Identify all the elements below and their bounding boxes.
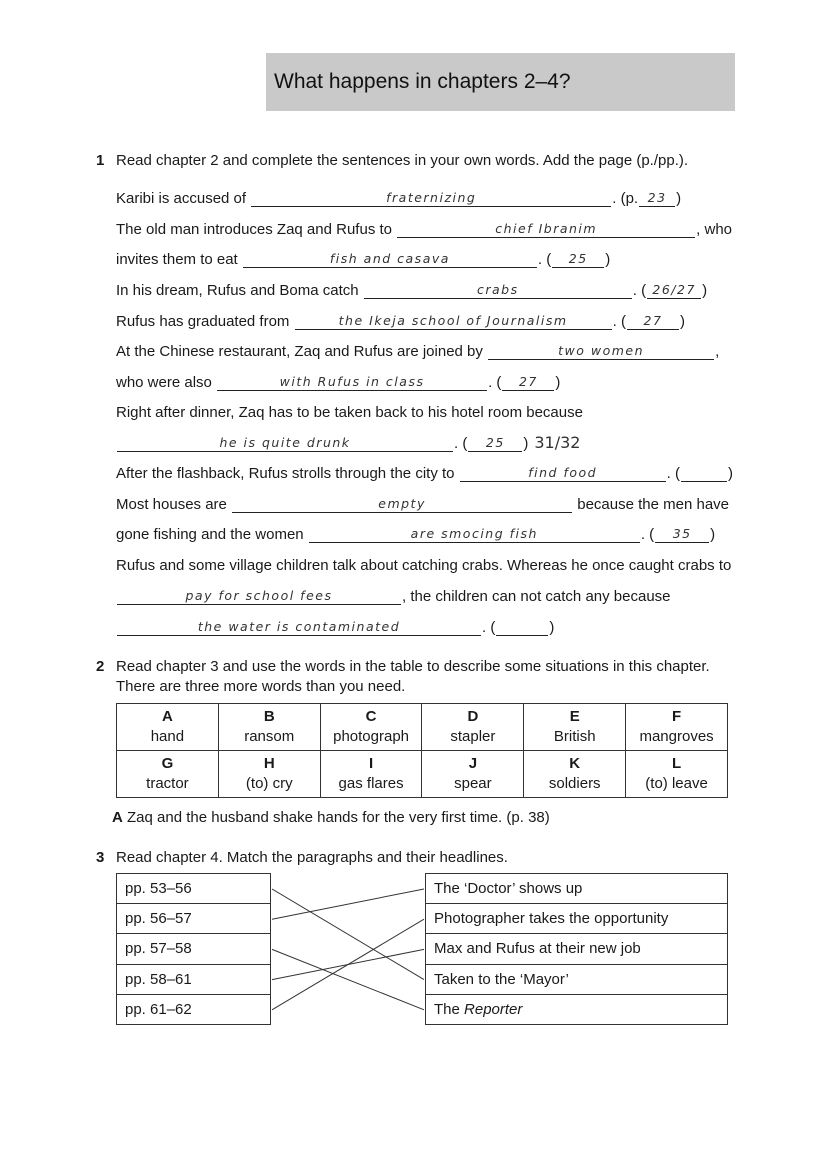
- sentence-text: ): [523, 435, 529, 452]
- word-letter: G: [161, 755, 174, 772]
- sentence-text: . (: [537, 251, 552, 268]
- headline-text: Taken to the ‘Mayor’: [434, 970, 569, 988]
- word-text: (to) leave: [645, 775, 708, 792]
- page-range-item[interactable]: pp. 57–58: [117, 934, 270, 964]
- handwritten-answer: 27: [518, 374, 538, 389]
- sentence-text: ): [702, 282, 708, 299]
- sentence-text: . (: [632, 282, 647, 299]
- match-line: [272, 889, 424, 980]
- word-text: British: [553, 728, 596, 745]
- handwritten-answer: the water is contaminated: [197, 619, 401, 634]
- word-letter: C: [365, 708, 377, 725]
- word-letter: F: [671, 708, 682, 725]
- handwritten-answer: fish and casava: [329, 251, 450, 266]
- word-letter: I: [368, 755, 374, 772]
- sentence-text: because the men have: [573, 496, 730, 513]
- handwritten-answer: empty: [378, 496, 426, 511]
- question-2-instruction-line2: There are three more words than you need.: [116, 678, 406, 695]
- sentence-text: Rufus has graduated from: [116, 313, 294, 330]
- word-text: ransom: [244, 728, 295, 745]
- word-text: (to) cry: [245, 775, 293, 792]
- example-letter: A: [112, 809, 123, 826]
- page-range-item[interactable]: pp. 53–56: [117, 874, 270, 904]
- word-text: spear: [454, 775, 492, 792]
- headline-text: The: [434, 1001, 465, 1019]
- sentence-text: invites them to eat: [116, 251, 242, 268]
- question-3-number: 3: [96, 849, 105, 866]
- word-letter: H: [263, 755, 275, 772]
- handwritten-answer: are smocing fish: [410, 526, 538, 541]
- question-2-number: 2: [96, 658, 105, 675]
- handwritten-answer: with Rufus in class: [279, 374, 425, 389]
- sentence-text: . (: [666, 465, 681, 482]
- sentence-text: Most houses are: [116, 496, 232, 513]
- sentence-text: Rufus and some village children talk about catching crabs. Whereas he once caught crabs to: [116, 557, 732, 574]
- headline-italic-text: Reporter: [464, 1001, 523, 1019]
- sentence-text: Karibi is accused of: [116, 190, 251, 207]
- handwritten-answer: 25: [485, 435, 505, 450]
- handwritten-answer: chief Ibranim: [495, 221, 598, 236]
- sentence-text: At the Chinese restaurant, Zaq and Rufus are joined by: [116, 343, 488, 360]
- word-text: photograph: [333, 728, 410, 745]
- sentence-text: ): [728, 465, 734, 482]
- headline-text: Max and Rufus at their new job: [434, 940, 641, 958]
- sentence-text: ): [710, 526, 716, 543]
- headline-text: The ‘Doctor’ shows up: [434, 880, 583, 898]
- word-letter: E: [569, 708, 580, 725]
- word-letter: K: [569, 755, 581, 772]
- page-range-item[interactable]: pp. 56–57: [117, 904, 270, 934]
- handwritten-answer: 27: [643, 313, 663, 328]
- handwritten-answer: 23: [647, 190, 667, 205]
- headline-text: Photographer takes the opportunity: [434, 910, 669, 928]
- page-range-item[interactable]: pp. 61–62: [125, 1001, 192, 1019]
- word-letter: A: [161, 708, 173, 725]
- match-line: [272, 919, 424, 1010]
- sentence-text: ): [555, 374, 561, 391]
- page-range-item[interactable]: pp. 58–61: [117, 965, 270, 995]
- sentence-text: . (p.: [612, 190, 639, 207]
- sentence-text: . (: [482, 619, 496, 636]
- word-text: tractor: [146, 775, 189, 792]
- sentence-text: ): [605, 251, 611, 268]
- match-line: [272, 949, 424, 1009]
- sentence-text: . (: [454, 435, 468, 452]
- sentence-text: The old man introduces Zaq and Rufus to: [116, 221, 397, 238]
- sentence-text: ): [549, 619, 555, 636]
- worksheet-title: What happens in chapters 2–4?: [274, 70, 571, 93]
- handwritten-answer: find food: [528, 465, 598, 480]
- handwritten-answer: he is quite drunk: [219, 435, 351, 450]
- sentence-text: Right after dinner, Zaq has to be taken back to his hotel room because: [116, 404, 583, 421]
- word-text: gas flares: [338, 775, 404, 792]
- handwritten-answer: 26/27: [652, 282, 696, 297]
- sentence-text: In his dream, Rufus and Boma catch: [116, 282, 363, 299]
- sentence-text: ): [676, 190, 682, 207]
- word-text: stapler: [450, 728, 496, 745]
- word-letter: D: [467, 708, 479, 725]
- handwritten-answer: two women: [558, 343, 645, 358]
- handwritten-answer: fraternizing: [386, 190, 477, 205]
- handwritten-answer: 35: [672, 526, 692, 541]
- sentence-text: After the flashback, Rufus strolls through the city to: [116, 465, 459, 482]
- example-text: Zaq and the husband shake hands for the very first time. (p. 38): [122, 809, 550, 826]
- word-text: hand: [150, 728, 185, 745]
- handwritten-answer: pay for school fees: [185, 588, 333, 603]
- sentence-text: . (: [640, 526, 655, 543]
- sentence-text: . (: [612, 313, 626, 330]
- handwritten-answer: 25: [568, 251, 588, 266]
- sentence-text: ,: [715, 343, 720, 360]
- sentence-text: , who: [696, 221, 733, 238]
- question-3-instruction: Read chapter 4. Match the paragraphs and their headlines.: [116, 849, 508, 866]
- word-text: mangroves: [639, 728, 714, 745]
- word-letter: L: [671, 755, 682, 772]
- handwritten-note: 31/32: [534, 433, 581, 452]
- handwritten-answer: crabs: [476, 282, 519, 297]
- word-text: soldiers: [548, 775, 601, 792]
- sentence-text: , the children can not catch any because: [402, 588, 671, 605]
- word-letter: B: [263, 708, 275, 725]
- sentence-text: ): [679, 313, 685, 330]
- sentence-text: who were also: [116, 374, 217, 391]
- word-letter: J: [468, 755, 478, 772]
- question-1-number: 1: [96, 152, 105, 169]
- sentence-text: gone fishing and the women: [116, 526, 308, 543]
- question-1-instruction: Read chapter 2 and complete the sentences in your own words. Add the page (p./pp.).: [116, 152, 689, 169]
- match-line: [272, 889, 424, 919]
- sentence-text: . (: [488, 374, 502, 391]
- question-2-instruction-line1: Read chapter 3 and use the words in the table to describe some situations in this chapter.: [116, 658, 710, 675]
- handwritten-answer: the Ikeja school of Journalism: [338, 313, 568, 328]
